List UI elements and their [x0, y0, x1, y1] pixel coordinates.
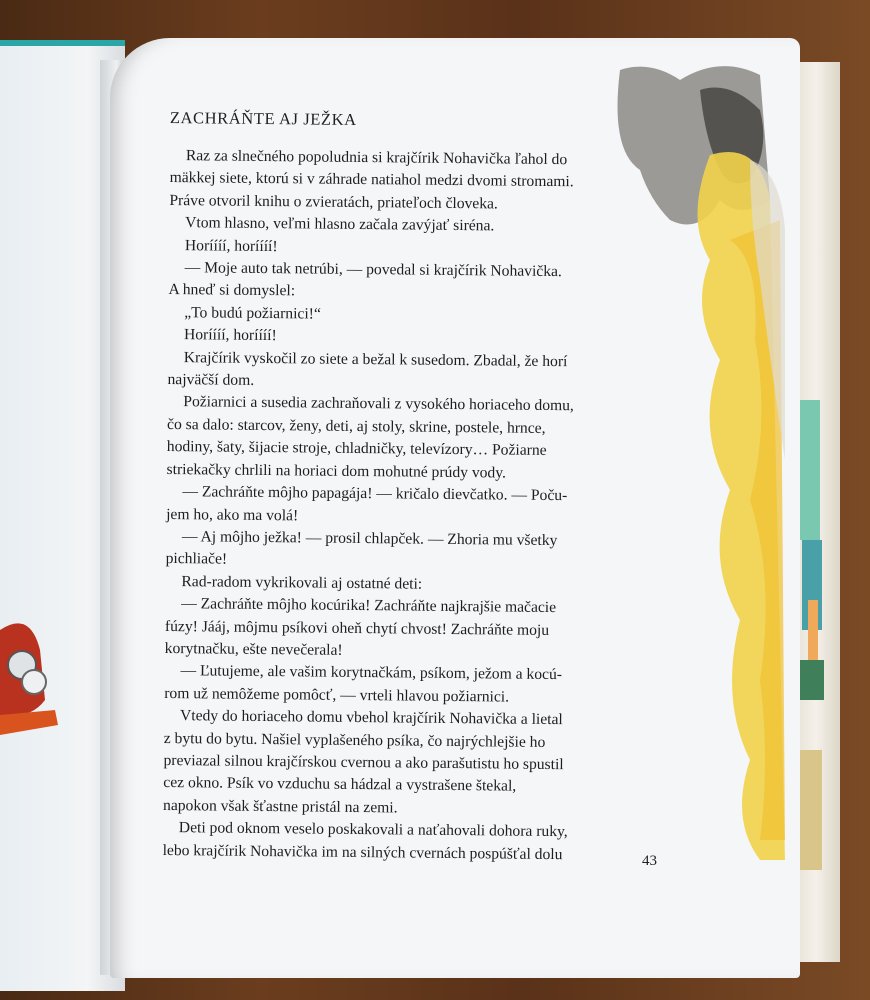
- text-line: Horíííí, horíííí!: [183, 326, 277, 345]
- text-line: Práve otvoril knihu o zvieratách, priateľoch človeka.: [169, 191, 498, 213]
- text-line: — Zachráňte môjho papagája! — kričalo dievčatko. — Poču-: [182, 483, 568, 505]
- text-line: mäkkej siete, ktorú si v záhrade natiahol medzi dvomi stromami.: [169, 169, 574, 191]
- text-line: striekačky chrlili na horiaci dom mohutné prúdy vody.: [166, 460, 507, 482]
- text-line: čo sa dalo: starcov, ženy, deti, aj stoly, skrine, postele, hrnce,: [166, 415, 546, 437]
- text-line: fúzy! Jááj, môjmu psíkovi oheň chytí chvost! Zachráňte moju: [164, 617, 550, 639]
- chapter-title: ZACHRÁŇTE AJ JEŽKA: [169, 108, 357, 129]
- text-line: lebo krajčírik Nohavička im na silných cvernách pospúšťal dolu: [162, 841, 563, 863]
- text-line: Krajčírik vyskočil zo siete a bežal k susedom. Zbadal, že horí: [183, 348, 568, 370]
- text-line: Raz za slnečného popoludnia si krajčírik Nohavička ľahol do: [185, 147, 568, 169]
- text-line: A hneď si domyslel:: [168, 281, 296, 300]
- text-line: — Ľutujeme, ale vašim korytnačkám, psíkom, ježom a kocú-: [180, 662, 563, 684]
- text-line: z bytu do bytu. Našiel vyplašeného psíka, čo najrýchlejšie ho: [163, 729, 546, 751]
- text-line: napokon však šťastne pristál na zemi.: [162, 796, 398, 817]
- text-line: — Zachráňte môjho kocúrika! Zachráňte najkrajšie mačacie: [181, 595, 557, 617]
- text-line: previazal silnou krajčírskou cvernou a ako parašutistu ho spustil: [163, 751, 564, 774]
- text-line: „To budú požiarnici!“: [184, 304, 321, 323]
- text-line: — Aj môjho ježka! — prosil chlapček. — Zhoria mu všetky: [181, 528, 558, 549]
- text-line: cez okno. Psík vo vzduchu sa hádzal a vystrašene štekal,: [163, 774, 517, 796]
- text-line: jem ho, ako ma volá!: [166, 505, 299, 524]
- text-line: Požiarnici a susedia zachraňovali z vysokého horiaceho domu,: [183, 393, 574, 415]
- text-line: pichliače!: [165, 550, 228, 568]
- page-number: 43: [642, 853, 657, 869]
- text-line: korytnačku, ešte nevečerala!: [164, 639, 343, 659]
- left-page-illustration-fragment: [0, 610, 58, 740]
- text-line: Deti pod oknom veselo poskakovali a naťahovali dohora ruky,: [178, 819, 568, 841]
- text-line: Vtom hlasno, veľmi hlasno začala zavýjať siréna.: [185, 214, 495, 235]
- text-line: — Moje auto tak netrúbi, — povedal si krajčírik Nohavička.: [184, 259, 562, 281]
- text-line: rom už nemôžeme pomôcť, — vrteli hlavou požiarnici.: [164, 684, 510, 706]
- text-line: Rad-radom vykrikovali aj ostatné deti:: [181, 572, 423, 593]
- text-line: Vtedy do horiaceho domu vbehol krajčírik Nohavička a lietal: [179, 707, 563, 729]
- text-line: Horíííí, horíííí!: [184, 236, 278, 255]
- story-text: [162, 145, 649, 867]
- text-line: najväčší dom.: [167, 371, 255, 389]
- text-line: hodiny, šaty, šijacie stroje, chladničky, televízory… Požiarne: [166, 438, 547, 460]
